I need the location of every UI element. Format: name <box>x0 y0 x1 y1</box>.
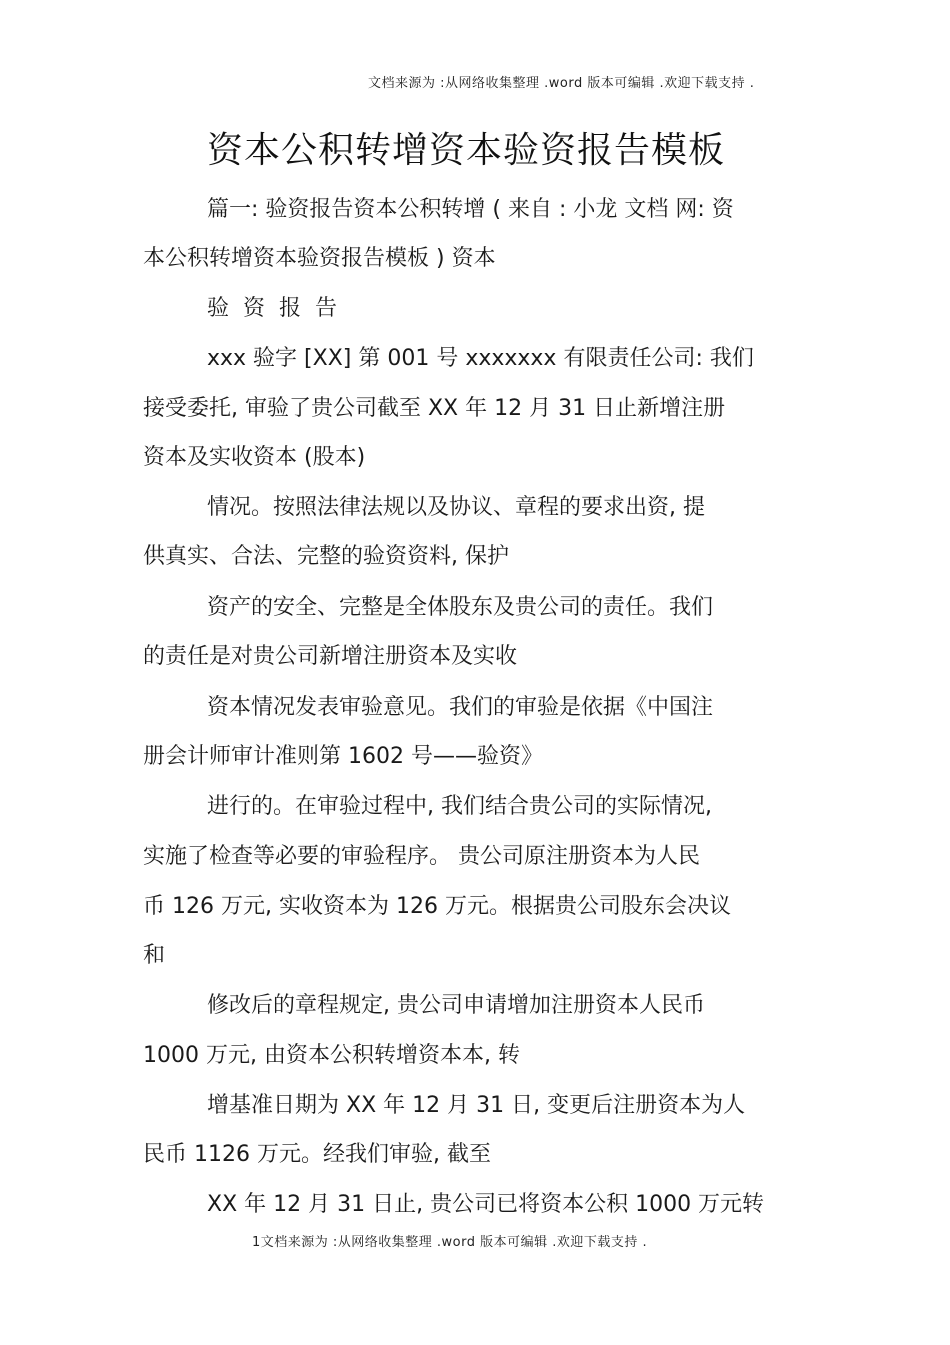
body-line: 情况。按照法律法规以及协议、章程的要求出资, 提 <box>207 495 705 520</box>
body-line: 民币 1126 万元。经我们审验, 截至 <box>143 1142 491 1167</box>
body-line: 册会计师审计准则第 1602 号——验资》 <box>143 744 543 769</box>
body-line: 资产的安全、完整是全体股东及贵公司的责任。我们 <box>207 595 714 620</box>
body-line: 1000 万元, 由资本公积转增资本本, 转 <box>143 1043 520 1068</box>
body-line: 的责任是对贵公司新增注册资本及实收 <box>143 644 518 669</box>
body-line: 实施了检查等必要的审验程序。 贵公司原注册资本为人民 <box>143 844 700 869</box>
body-line: 本公积转增资本验资报告模板 ) 资本 <box>143 246 496 271</box>
body-line: 资本情况发表审验意见。我们的审验是依据《中国注 <box>207 695 714 720</box>
body-line: 供真实、合法、完整的验资资料, 保护 <box>143 544 509 569</box>
document-title: 资本公积转增资本验资报告模板 <box>207 130 726 171</box>
body-line: xxx 验字 [XX] 第 001 号 xxxxxxx 有限责任公司: 我们 <box>207 346 754 371</box>
body-line: 和 <box>143 943 166 968</box>
body-line: 修改后的章程规定, 贵公司申请增加注册资本人民币 <box>207 993 705 1018</box>
body-line: 进行的。在审验过程中, 我们结合贵公司的实际情况, <box>207 794 712 819</box>
body-line: 资本及实收资本 (股本) <box>143 445 366 470</box>
body-line: 增基准日期为 XX 年 12 月 31 日, 变更后注册资本为人 <box>207 1093 746 1118</box>
section-heading: 验资报告 <box>207 296 352 321</box>
footer-note: 1文档来源为 :从网络收集整理 .word 版本可编辑 .欢迎下载支持 . <box>252 1235 648 1250</box>
body-line: 篇一: 验资报告资本公积转增 ( 来自 : 小龙 文档 网: 资 <box>207 197 734 222</box>
header-note: 文档来源为 :从网络收集整理 .word 版本可编辑 .欢迎下载支持 . <box>368 76 755 91</box>
body-line: XX 年 12 月 31 日止, 贵公司已将资本公积 1000 万元转 <box>207 1192 765 1217</box>
body-line: 接受委托, 审验了贵公司截至 XX 年 12 月 31 日止新增注册 <box>143 396 726 421</box>
body-line: 币 126 万元, 实收资本为 126 万元。根据贵公司股东会决议 <box>143 894 731 919</box>
